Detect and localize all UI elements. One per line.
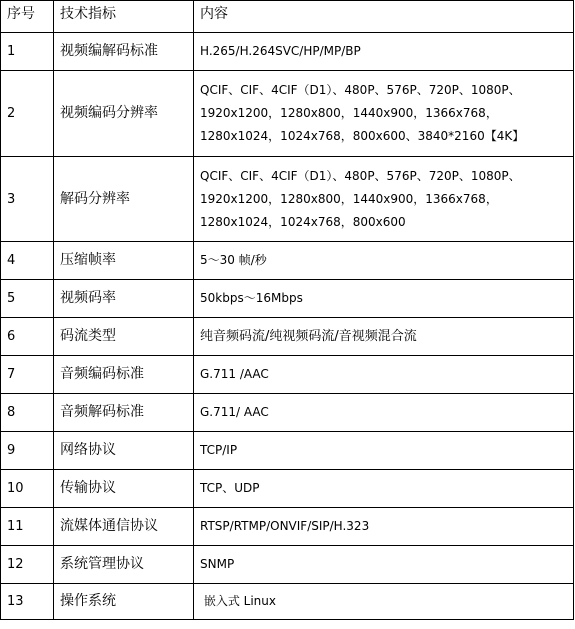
table-row	[1, 157, 574, 242]
row-item: 网络协议	[54, 432, 194, 470]
row-content	[194, 356, 574, 394]
content-line: 5～30 帧/秒	[200, 253, 267, 267]
content-line: 1280x1024，1024x768，800x600、3840*2160【4K】	[200, 129, 525, 143]
row-content	[194, 71, 574, 157]
row-no: 5	[1, 280, 54, 318]
row-no: 11	[1, 508, 54, 546]
row-no: 13	[1, 584, 54, 620]
row-content	[194, 394, 574, 432]
header-no: 序号	[1, 1, 54, 33]
row-item: 传输协议	[54, 470, 194, 508]
row-content	[194, 546, 574, 584]
content-line: TCP/IP	[200, 443, 238, 457]
row-no: 3	[1, 157, 54, 242]
table-row	[1, 356, 574, 394]
row-item: 视频码率	[54, 280, 194, 318]
row-no: 10	[1, 470, 54, 508]
table-row	[1, 318, 574, 356]
row-item: 音频解码标准	[54, 394, 194, 432]
header-content: 内容	[194, 1, 574, 33]
row-item: 系统管理协议	[54, 546, 194, 584]
row-content	[194, 318, 574, 356]
row-item: 压缩帧率	[54, 242, 194, 280]
content-line: 嵌入式 Linux	[200, 594, 276, 608]
row-item: 音频编码标准	[54, 356, 194, 394]
row-no: 7	[1, 356, 54, 394]
row-content	[194, 432, 574, 470]
content-line: H.265/H.264SVC/HP/MP/BP	[200, 44, 361, 58]
content-line: 纯音频码流/纯视频码流/音视频混合流	[200, 329, 417, 344]
row-item: 视频编解码标准	[54, 33, 194, 71]
content-line: QCIF、CIF、4CIF（D1）、480P、576P、720P、1080P、	[200, 168, 521, 183]
content-line: RTSP/RTMP/ONVIF/SIP/H.323	[200, 519, 370, 533]
row-no: 9	[1, 432, 54, 470]
row-no: 4	[1, 242, 54, 280]
row-content	[194, 242, 574, 280]
content-line: G.711 /AAC	[200, 367, 269, 381]
content-line: SNMP	[200, 557, 235, 571]
row-content	[194, 280, 574, 318]
content-line: 1280x1024，1024x768，800x600	[200, 214, 406, 229]
content-line: 50kbps～16Mbps	[200, 291, 303, 305]
table-row	[1, 584, 574, 620]
content-line: G.711/ AAC	[200, 405, 269, 419]
row-no: 6	[1, 318, 54, 356]
header-row	[1, 1, 574, 33]
content-line: 1920x1200，1280x800，1440x900，1366x768，	[200, 191, 498, 206]
row-item: 码流类型	[54, 318, 194, 356]
row-content	[194, 470, 574, 508]
table-row	[1, 546, 574, 584]
row-content	[194, 508, 574, 546]
table-row	[1, 394, 574, 432]
row-item: 视频编码分辨率	[54, 71, 194, 157]
row-no: 8	[1, 394, 54, 432]
row-no: 2	[1, 71, 54, 157]
row-content	[194, 33, 574, 71]
content-line: 1920x1200，1280x800，1440x900，1366x768，	[200, 106, 498, 120]
row-no: 1	[1, 33, 54, 71]
row-item: 操作系统	[54, 584, 194, 620]
table-row	[1, 280, 574, 318]
table-row	[1, 432, 574, 470]
content-line: QCIF、CIF、4CIF（D1）、480P、576P、720P、1080P、	[200, 83, 521, 97]
table-row	[1, 33, 574, 71]
table-row	[1, 71, 574, 157]
row-content	[194, 584, 574, 620]
table-row	[1, 470, 574, 508]
header-item: 技术指标	[54, 1, 194, 33]
row-no: 12	[1, 546, 54, 584]
table-row	[1, 508, 574, 546]
row-content	[194, 157, 574, 242]
row-item: 流媒体通信协议	[54, 508, 194, 546]
content-line: TCP、UDP	[200, 481, 260, 495]
row-item: 解码分辨率	[54, 157, 194, 242]
table-row	[1, 242, 574, 280]
